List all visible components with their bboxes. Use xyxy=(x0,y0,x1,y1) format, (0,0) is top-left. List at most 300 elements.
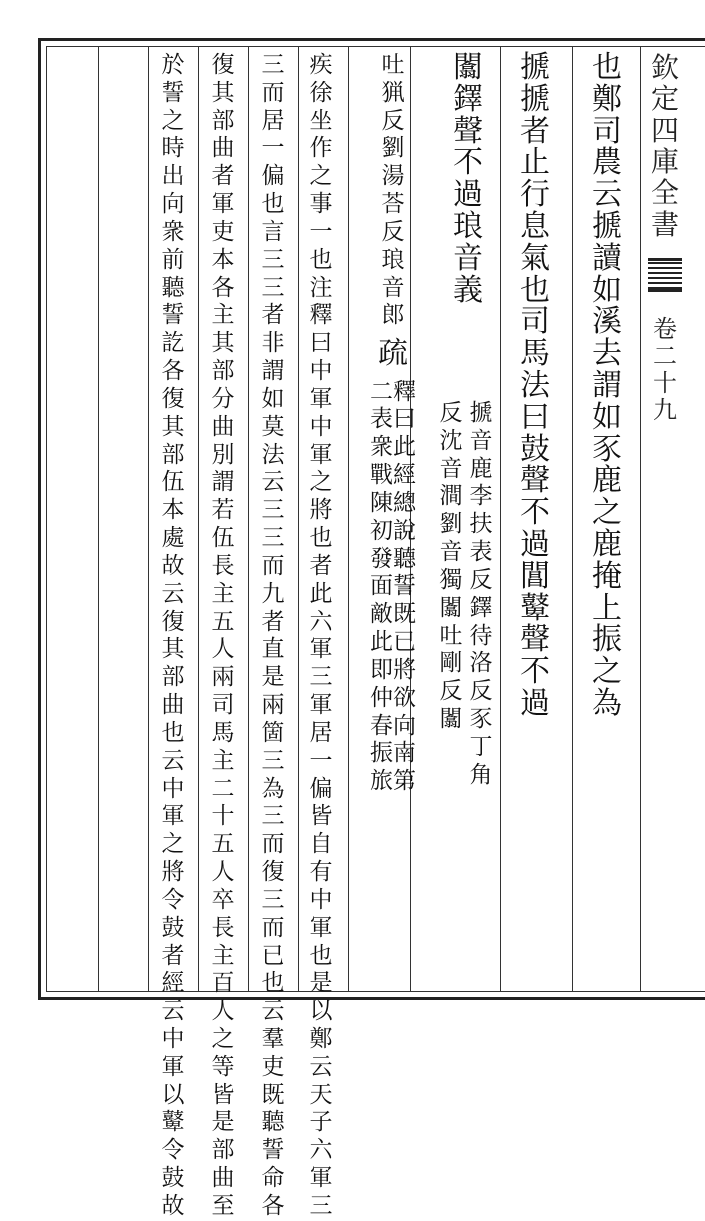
character: 九 xyxy=(653,395,677,424)
character: 春 xyxy=(370,712,393,739)
character: 全 xyxy=(650,176,679,210)
character: 馬 xyxy=(211,719,235,746)
text-column-7 xyxy=(208,52,238,1221)
character: 各 xyxy=(211,274,235,301)
character: 天 xyxy=(309,1081,333,1108)
character: 反 xyxy=(439,400,463,426)
character: 中 xyxy=(161,775,185,802)
character: 莫 xyxy=(261,413,285,440)
character: 三 xyxy=(261,886,285,913)
character: 云 xyxy=(592,177,622,213)
character: 釋 xyxy=(309,302,333,329)
character: 言 xyxy=(261,218,285,245)
column-rule xyxy=(572,46,573,992)
character: 此 xyxy=(370,629,393,656)
column-rule xyxy=(148,46,149,992)
character: 闟 xyxy=(439,706,463,733)
character: 命 xyxy=(261,1165,285,1192)
character: 鼓 xyxy=(161,1165,185,1192)
character: 溪 xyxy=(592,304,622,340)
character: 令 xyxy=(161,886,185,913)
character: 曲 xyxy=(211,135,235,162)
character: 此 xyxy=(393,434,416,461)
character: 曲 xyxy=(161,692,185,719)
character: 息 xyxy=(520,208,550,244)
character: 鄭 xyxy=(309,1025,333,1052)
character: 吐 xyxy=(439,622,463,649)
character: 者 xyxy=(261,608,285,635)
character: 十 xyxy=(211,803,235,830)
character: 過 xyxy=(520,685,550,721)
character: 已 xyxy=(393,629,416,656)
character: 坐 xyxy=(309,107,333,134)
annotation-text xyxy=(370,52,416,796)
character: 不 xyxy=(453,145,483,181)
character: 若 xyxy=(211,497,235,524)
character: 之 xyxy=(211,1025,235,1052)
character: 居 xyxy=(261,107,285,134)
character: 司 xyxy=(520,304,550,340)
character: 也 xyxy=(161,719,185,746)
character: 初 xyxy=(370,517,393,544)
column-rule xyxy=(640,46,641,992)
character: 聲 xyxy=(453,113,483,149)
character: 皆 xyxy=(211,1081,235,1108)
character: 而 xyxy=(261,552,285,579)
character: 直 xyxy=(261,636,285,663)
character: 三 xyxy=(261,52,285,78)
character: 也 xyxy=(309,942,333,969)
character: 而 xyxy=(261,831,285,858)
character: 主 xyxy=(211,747,235,774)
text-column-6 xyxy=(258,52,288,1221)
character: 鼓 xyxy=(520,431,550,467)
character: 以 xyxy=(161,1081,185,1108)
main-text xyxy=(453,52,483,306)
character: 反 xyxy=(469,678,493,705)
character: 至 xyxy=(211,1192,235,1219)
character: 伍 xyxy=(161,469,185,496)
character: 曰 xyxy=(393,406,416,433)
text-column-8 xyxy=(158,52,188,1221)
character: 本 xyxy=(211,246,235,273)
text-column-3 xyxy=(438,52,498,306)
character: 振 xyxy=(592,622,622,658)
character: 九 xyxy=(261,580,285,607)
character: 鹿 xyxy=(592,463,622,499)
character: 本 xyxy=(161,497,185,524)
character: 將 xyxy=(309,497,333,524)
character: 豕 xyxy=(469,706,493,733)
character: 皆 xyxy=(309,803,333,830)
text-column-1 xyxy=(588,52,626,720)
character: 長 xyxy=(211,552,235,579)
character: 之 xyxy=(309,469,333,496)
character: 敵 xyxy=(370,601,393,628)
character: 於 xyxy=(161,52,185,78)
character: 止 xyxy=(520,145,550,181)
character: 三 xyxy=(261,747,285,774)
character: 人 xyxy=(211,636,235,663)
character: 云 xyxy=(161,998,185,1025)
column-rule xyxy=(298,46,299,992)
character: 三 xyxy=(309,664,333,691)
character: 曲 xyxy=(211,413,235,440)
character: 音 xyxy=(469,427,493,454)
character: 等 xyxy=(211,1053,235,1080)
character: 軍 xyxy=(211,191,235,218)
character: 也 xyxy=(261,970,285,997)
character: 居 xyxy=(309,719,333,746)
character: 誓 xyxy=(261,1137,285,1164)
character: 釋 xyxy=(393,378,416,405)
character: 荅 xyxy=(381,191,405,218)
character: 誓 xyxy=(161,302,185,329)
character: 讀 xyxy=(592,240,622,276)
character: 二 xyxy=(653,342,677,371)
character: 陳 xyxy=(370,489,393,516)
character: 總 xyxy=(393,489,416,516)
character: 偏 xyxy=(309,775,333,802)
character: 之 xyxy=(161,107,185,134)
character: 之 xyxy=(309,163,333,190)
character: 卒 xyxy=(211,886,235,913)
character: 云 xyxy=(309,1053,333,1080)
character: 待 xyxy=(469,622,493,649)
character: 疾 xyxy=(309,52,333,78)
character: 法 xyxy=(261,441,285,468)
character: 將 xyxy=(393,656,416,683)
character: 聽 xyxy=(261,1109,285,1136)
character: 曰 xyxy=(520,399,550,435)
character: 復 xyxy=(261,859,285,886)
text-column-5 xyxy=(306,52,336,1221)
character: 欲 xyxy=(393,684,416,711)
character: 為 xyxy=(261,775,285,802)
character: 部 xyxy=(161,441,185,468)
character: 農 xyxy=(592,145,622,181)
character: 聽 xyxy=(393,545,416,572)
character: 音 xyxy=(381,274,405,301)
page-margin xyxy=(645,52,685,424)
character: 部 xyxy=(161,664,185,691)
character: 澗 xyxy=(439,483,463,510)
character: 者 xyxy=(211,163,235,190)
character: 行 xyxy=(520,177,550,213)
character: 三 xyxy=(261,497,285,524)
character: 音 xyxy=(439,455,463,482)
character: 定 xyxy=(650,82,679,116)
character: 有 xyxy=(309,859,333,886)
character: 一 xyxy=(309,747,333,774)
character: 庫 xyxy=(650,145,679,179)
character: 十 xyxy=(653,368,677,397)
character: 經 xyxy=(161,970,185,997)
character: 一 xyxy=(261,135,285,162)
character: 三 xyxy=(261,525,285,552)
character: 者 xyxy=(309,552,333,579)
character: 沈 xyxy=(439,427,463,454)
character: 也 xyxy=(309,525,333,552)
character: 吐 xyxy=(381,52,405,78)
character: 閶 xyxy=(520,558,550,594)
character: 之 xyxy=(592,495,622,531)
character: 軍 xyxy=(309,914,333,941)
character: 義 xyxy=(453,272,483,308)
character: 司 xyxy=(211,692,235,719)
character: 長 xyxy=(211,914,235,941)
character: 司 xyxy=(592,113,622,149)
character: 衆 xyxy=(370,434,393,461)
shu-commentary-marker: 疏 xyxy=(378,336,408,372)
character: 既 xyxy=(393,601,416,628)
character: 也 xyxy=(309,246,333,273)
character: 戰 xyxy=(370,462,393,489)
character: 音 xyxy=(439,539,463,566)
character: 者 xyxy=(261,302,285,329)
character: 兩 xyxy=(211,664,235,691)
character: 軍 xyxy=(309,636,333,663)
character: 謂 xyxy=(592,367,622,403)
character: 箇 xyxy=(261,719,285,746)
character: 故 xyxy=(161,1192,185,1219)
character: 前 xyxy=(161,246,185,273)
character: 劉 xyxy=(439,511,463,538)
character: 鼓 xyxy=(161,914,185,941)
character: 二 xyxy=(211,775,235,802)
character: 即 xyxy=(370,656,393,683)
character: 剛 xyxy=(439,650,463,677)
character: 六 xyxy=(309,1137,333,1164)
character: 謂 xyxy=(261,358,285,385)
character: 云 xyxy=(261,998,285,1025)
character: 云 xyxy=(161,747,185,774)
character: 部 xyxy=(211,107,235,134)
character: 誓 xyxy=(393,573,416,600)
character: 扶 xyxy=(469,511,493,538)
character: 豕 xyxy=(592,431,622,467)
character: 劉 xyxy=(381,135,405,162)
character: 如 xyxy=(592,272,622,308)
character: 是 xyxy=(309,970,333,997)
character: 搋 xyxy=(520,81,550,117)
character: 中 xyxy=(309,413,333,440)
character: 主 xyxy=(211,580,235,607)
character: 獨 xyxy=(439,566,463,593)
character: 不 xyxy=(520,654,550,690)
character: 聲 xyxy=(520,463,550,499)
character: 向 xyxy=(161,191,185,218)
character: 四 xyxy=(650,113,679,147)
character: 三 xyxy=(261,803,285,830)
character: 部 xyxy=(211,358,235,385)
character: 鹿 xyxy=(469,455,493,482)
character: 音 xyxy=(453,240,483,276)
character: 面 xyxy=(370,573,393,600)
character: 也 xyxy=(520,272,550,308)
character: 誓 xyxy=(161,79,185,106)
fishtail-mark xyxy=(648,258,682,292)
character: 五 xyxy=(211,831,235,858)
character: 反 xyxy=(469,566,493,593)
text-column-4 xyxy=(370,52,416,796)
character: 闟 xyxy=(453,50,483,85)
character: 部 xyxy=(211,1137,235,1164)
character: 去 xyxy=(592,336,622,372)
character: 書 xyxy=(650,207,679,241)
character: 作 xyxy=(309,135,333,162)
character: 云 xyxy=(261,469,285,496)
character: 三 xyxy=(309,1192,333,1219)
character: 反 xyxy=(381,218,405,245)
character: 自 xyxy=(309,831,333,858)
character: 曲 xyxy=(211,1165,235,1192)
character: 琅 xyxy=(381,246,405,273)
character: 是 xyxy=(211,1109,235,1136)
character: 聲 xyxy=(520,622,550,658)
column-rule xyxy=(348,46,349,992)
character: 軍 xyxy=(309,692,333,719)
column-rule xyxy=(198,46,199,992)
character: 故 xyxy=(161,552,185,579)
character: 而 xyxy=(261,79,285,106)
commentary-double-column xyxy=(370,379,416,796)
character: 一 xyxy=(309,218,333,245)
character: 表 xyxy=(370,406,393,433)
character: 各 xyxy=(161,358,185,385)
character: 仲 xyxy=(370,684,393,711)
character: 事 xyxy=(309,191,333,218)
character: 三 xyxy=(261,246,285,273)
character: 已 xyxy=(261,942,285,969)
character: 偏 xyxy=(261,163,285,190)
character: 聽 xyxy=(161,274,185,301)
character: 出 xyxy=(161,163,185,190)
character: 經 xyxy=(393,462,416,489)
character: 第 xyxy=(393,768,416,795)
character: 將 xyxy=(161,859,185,886)
character: 主 xyxy=(211,942,235,969)
character: 者 xyxy=(520,113,550,149)
character: 向 xyxy=(393,712,416,739)
character: 處 xyxy=(161,525,185,552)
character: 云 xyxy=(161,580,185,607)
character: 三 xyxy=(261,274,285,301)
character: 搋 xyxy=(520,50,550,85)
column-rule xyxy=(500,46,501,992)
character: 法 xyxy=(520,367,550,403)
character: 鐸 xyxy=(453,81,483,117)
character: 欽 xyxy=(650,51,679,84)
character: 洛 xyxy=(469,650,493,677)
character: 復 xyxy=(161,608,185,635)
column-rule xyxy=(98,46,99,992)
character: 此 xyxy=(309,580,333,607)
character: 掩 xyxy=(592,558,622,594)
character: 謂 xyxy=(211,469,235,496)
character: 軍 xyxy=(309,1165,333,1192)
character: 也 xyxy=(592,50,622,85)
character: 過 xyxy=(520,526,550,562)
character: 軍 xyxy=(161,1053,185,1080)
character: 百 xyxy=(211,970,235,997)
character: 既 xyxy=(261,1081,285,1108)
character: 是 xyxy=(261,664,285,691)
character: 如 xyxy=(261,385,285,412)
character: 發 xyxy=(370,545,393,572)
character: 過 xyxy=(453,177,483,213)
annotation-right xyxy=(466,400,496,790)
character: 旅 xyxy=(370,768,393,795)
character: 鹿 xyxy=(592,526,622,562)
character: 人 xyxy=(211,998,235,1025)
character: 振 xyxy=(370,740,393,767)
column-rule xyxy=(248,46,249,992)
character: 丁 xyxy=(469,733,493,760)
character: 羣 xyxy=(261,1025,285,1052)
character: 其 xyxy=(161,413,185,440)
character: 也 xyxy=(261,191,285,218)
character: 六 xyxy=(309,608,333,635)
character: 時 xyxy=(161,135,185,162)
character: 吏 xyxy=(261,1053,285,1080)
character: 馬 xyxy=(520,336,550,372)
character: 中 xyxy=(161,1025,185,1052)
character: 鄭 xyxy=(592,81,622,117)
character: 分 xyxy=(211,385,235,412)
character: 琅 xyxy=(453,208,483,244)
character: 闟 xyxy=(439,594,463,621)
character: 卷 xyxy=(653,315,677,344)
character: 兩 xyxy=(261,692,285,719)
juan-number xyxy=(653,316,677,424)
character: 而 xyxy=(261,914,285,941)
character: 復 xyxy=(211,52,235,78)
character: 搋 xyxy=(469,400,493,426)
character: 訖 xyxy=(161,330,185,357)
character: 氣 xyxy=(520,240,550,276)
character: 之 xyxy=(161,831,185,858)
character: 二 xyxy=(370,378,393,405)
character: 非 xyxy=(261,330,285,357)
character: 伍 xyxy=(211,525,235,552)
character: 不 xyxy=(520,495,550,531)
character: 鐸 xyxy=(469,594,493,621)
character: 搋 xyxy=(592,208,622,244)
character: 以 xyxy=(309,998,333,1025)
character: 李 xyxy=(469,483,493,510)
text-column-2 xyxy=(516,52,554,720)
character: 復 xyxy=(161,385,185,412)
character: 其 xyxy=(211,330,235,357)
character: 反 xyxy=(439,678,463,705)
character: 各 xyxy=(261,1192,285,1219)
character: 其 xyxy=(211,79,235,106)
character: 反 xyxy=(381,107,405,134)
character: 主 xyxy=(211,302,235,329)
character: 軍 xyxy=(309,441,333,468)
character: 徐 xyxy=(309,79,333,106)
character: 說 xyxy=(393,517,416,544)
character: 鼙 xyxy=(520,590,550,626)
character: 軍 xyxy=(161,803,185,830)
character: 鼙 xyxy=(161,1109,185,1136)
character: 之 xyxy=(592,654,622,690)
character: 別 xyxy=(211,441,235,468)
book-title xyxy=(651,52,679,240)
character: 衆 xyxy=(161,218,185,245)
character: 南 xyxy=(393,740,416,767)
